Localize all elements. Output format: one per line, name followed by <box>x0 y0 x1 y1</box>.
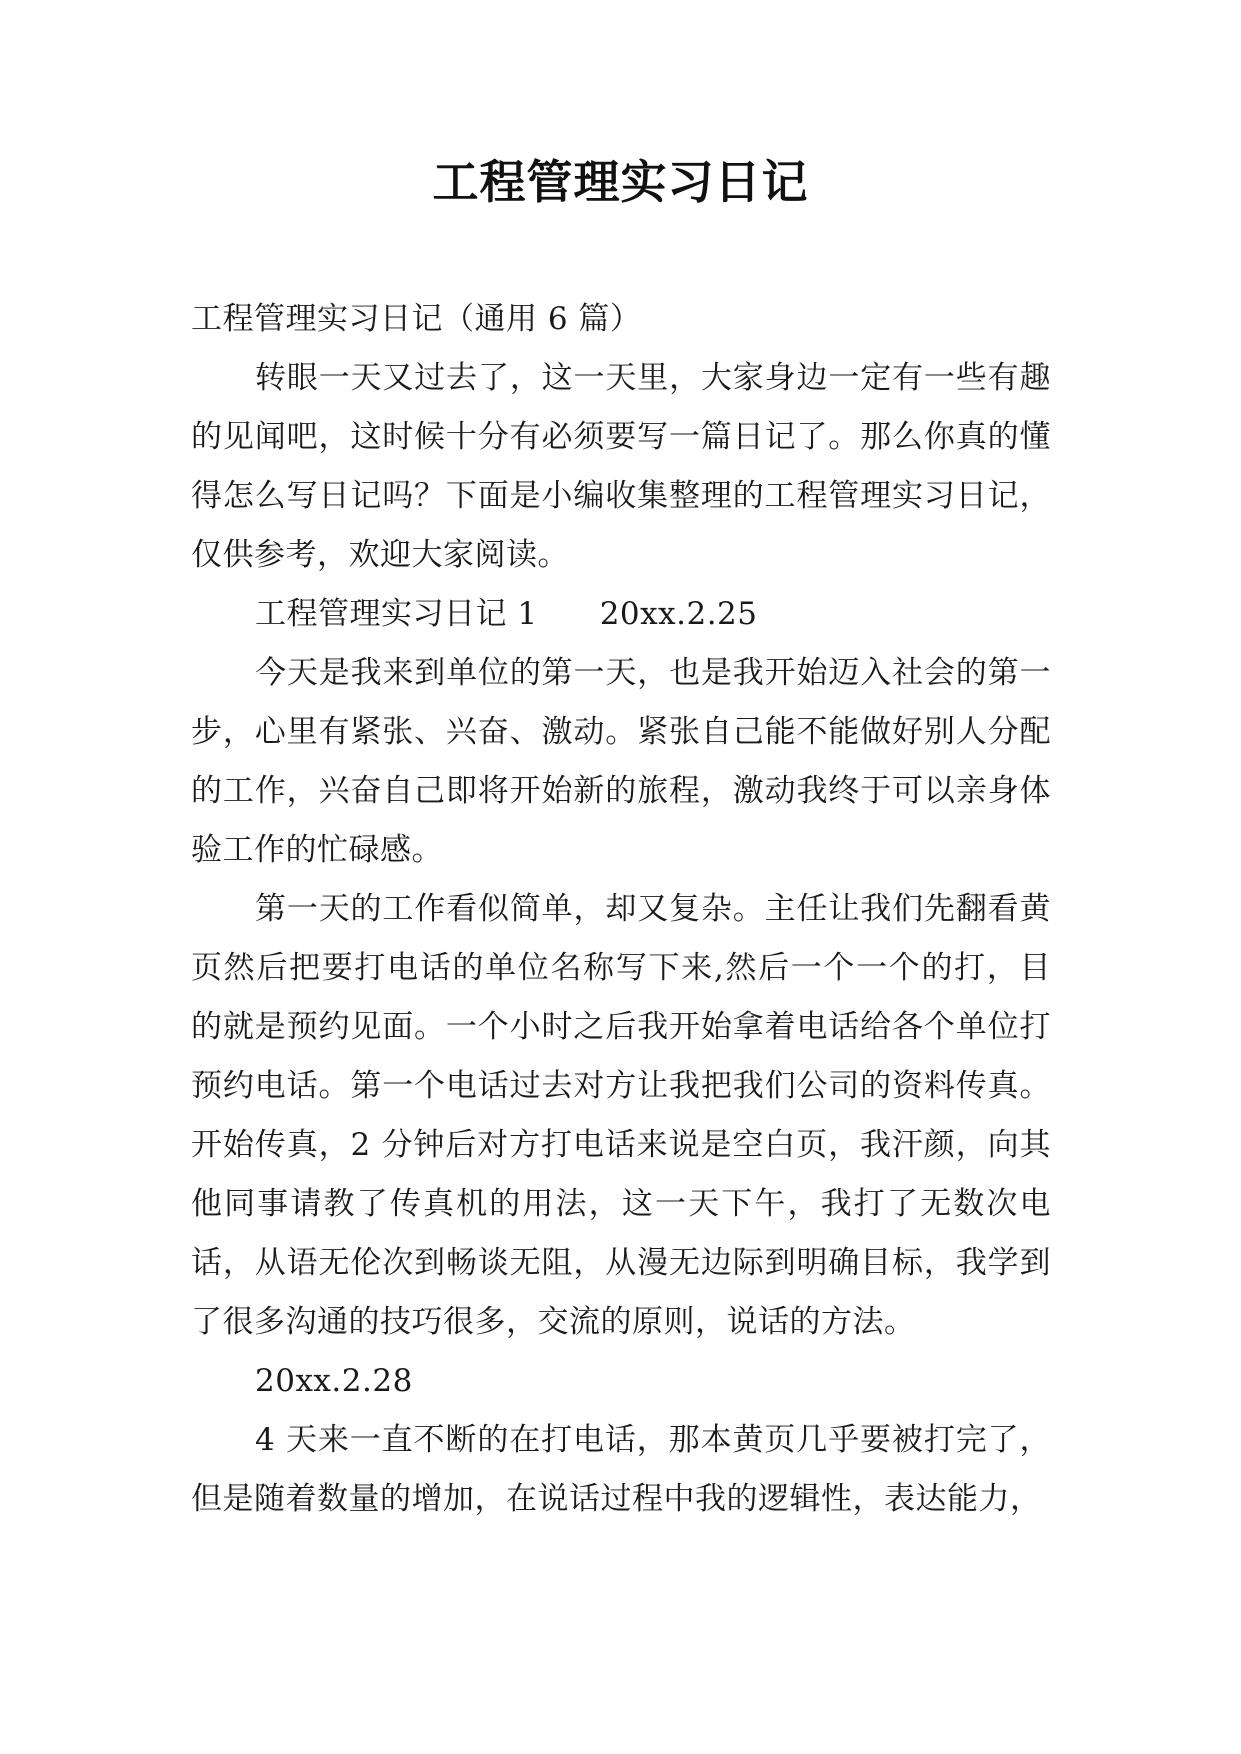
entry-1-date: 20xx.2.25 <box>599 596 758 632</box>
entry-2-date: 20xx.2.28 <box>255 1363 413 1399</box>
entry-1-paragraph-2: 第一天的工作看似简单，却又复杂。主任让我们先翻看黄页然后把要打电话的单位名称写下来,然后一个一个的打，目的就是预约见面。一个小时之后我开始拿着电话给各个单位打预约电话。第一个电话过去对方让我把我们公司的资料传真。开始传真，2 分钟后对方打电话来说是空白页，我汗颜，向其他同事请教了传真机的用法，这一天下午，我打了无数次电话，从语无伦次到畅谈无阻，从漫无边际到明确目标，我学到了很多沟通的技巧很多，交流的原则，说话的方法。 <box>191 891 1051 1340</box>
entry-1-heading-line <box>191 585 1051 644</box>
intro-paragraph: 转眼一天又过去了，这一天里，大家身边一定有一些有趣的见闻吧，这时候十分有必须要写一篇日记了。那么你真的懂得怎么写日记吗？下面是小编收集整理的工程管理实习日记，仅供参考，欢迎大家阅读。 <box>191 360 1051 573</box>
entry-1-heading: 工程管理实习日记 1 <box>255 596 538 632</box>
entry-1-paragraph-1: 今天是我来到单位的第一天，也是我开始迈入社会的第一步，心里有紧张、兴奋、激动。紧张自己能不能做好别人分配的工作，兴奋自己即将开始新的旅程，激动我终于可以亲身体验工作的忙碌感。 <box>191 655 1051 868</box>
entry-2-paragraph-1: 4 天来一直不断的在打电话，那本黄页几乎要被打完了，但是随着数量的增加，在说话过程中我的逻辑性，表达能力， <box>191 1422 1051 1517</box>
document-title: 工程管理实习日记 <box>432 155 809 209</box>
document-subtitle: 工程管理实习日记（通用 6 篇） <box>191 301 642 337</box>
document-body <box>191 290 1051 1529</box>
